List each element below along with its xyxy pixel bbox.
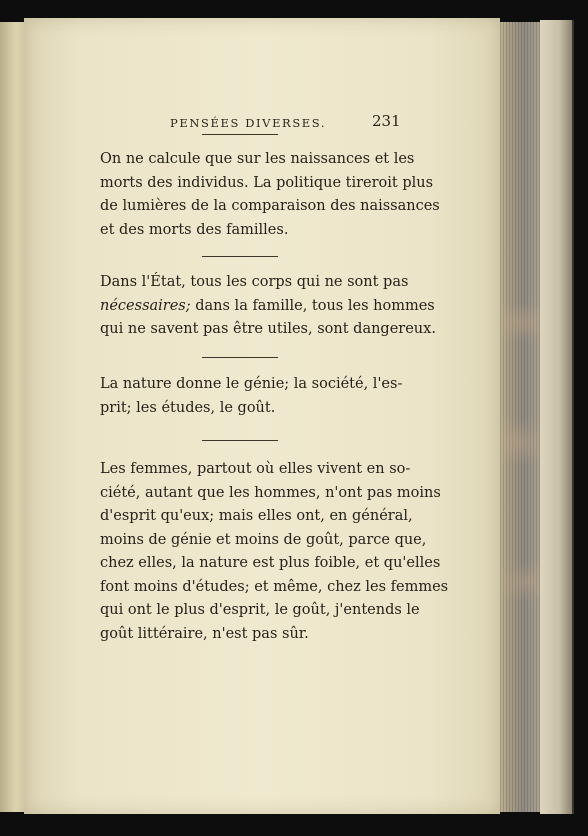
paragraph-line: d'esprit qu'eux; mais elles ont, en général,: [100, 508, 413, 524]
paragraph-line: prit; les études, le goût.: [100, 399, 276, 416]
running-head: PENSÉES DIVERSES.: [170, 116, 327, 130]
book-page: [24, 18, 500, 814]
paragraph-nature: [100, 373, 403, 420]
paragraph-line: ciété, autant que les hommes, n'ont pas moins: [100, 484, 441, 501]
facing-page-edge: [0, 22, 27, 812]
italic-word: nécessaires;: [100, 297, 191, 314]
section-divider: [202, 440, 278, 441]
paragraph-line: [100, 295, 435, 319]
paragraph-line: goût littéraire, n'est pas sûr.: [100, 625, 309, 642]
paragraph-line: qui ont le plus d'esprit, le goût, j'entends le: [100, 602, 420, 618]
paragraph-line: moins de génie et moins de goût, parce que,: [100, 531, 427, 548]
page-block-edge: [494, 22, 544, 812]
page-number: 231: [372, 112, 401, 130]
paragraph-line: Dans l'État, tous les corps qui ne sont pas: [100, 274, 409, 290]
paragraph-line: qui ne savent pas être utiles, sont dangereux.: [100, 321, 436, 337]
book-cover-edge: [540, 20, 574, 814]
paragraph-line: Les femmes, partout où elles vivent en so-: [100, 461, 411, 477]
paragraph-etat: [100, 271, 436, 342]
paragraph-naissances: [100, 148, 440, 242]
section-divider: [202, 256, 278, 257]
page-header: [24, 112, 500, 136]
paragraph-line-rest: dans la famille, tous les hommes: [195, 297, 435, 314]
paragraph-line: La nature donne le génie; la société, l'es-: [100, 376, 403, 392]
paragraph-line: morts des individus. La politique tireroit plus: [100, 174, 434, 191]
section-divider: [202, 357, 278, 358]
paragraph-femmes: [100, 458, 449, 646]
section-divider: [202, 134, 278, 135]
paragraph-line: font moins d'études; et même, chez les femmes: [100, 578, 449, 595]
paragraph-line: On ne calcule que sur les naissances et les: [100, 151, 415, 167]
paragraph-line: et des morts des familles.: [100, 221, 289, 238]
paragraph-line: chez elles, la nature est plus foible, et qu'elles: [100, 555, 441, 571]
paragraph-line: de lumières de la comparaison des naissances: [100, 198, 440, 214]
